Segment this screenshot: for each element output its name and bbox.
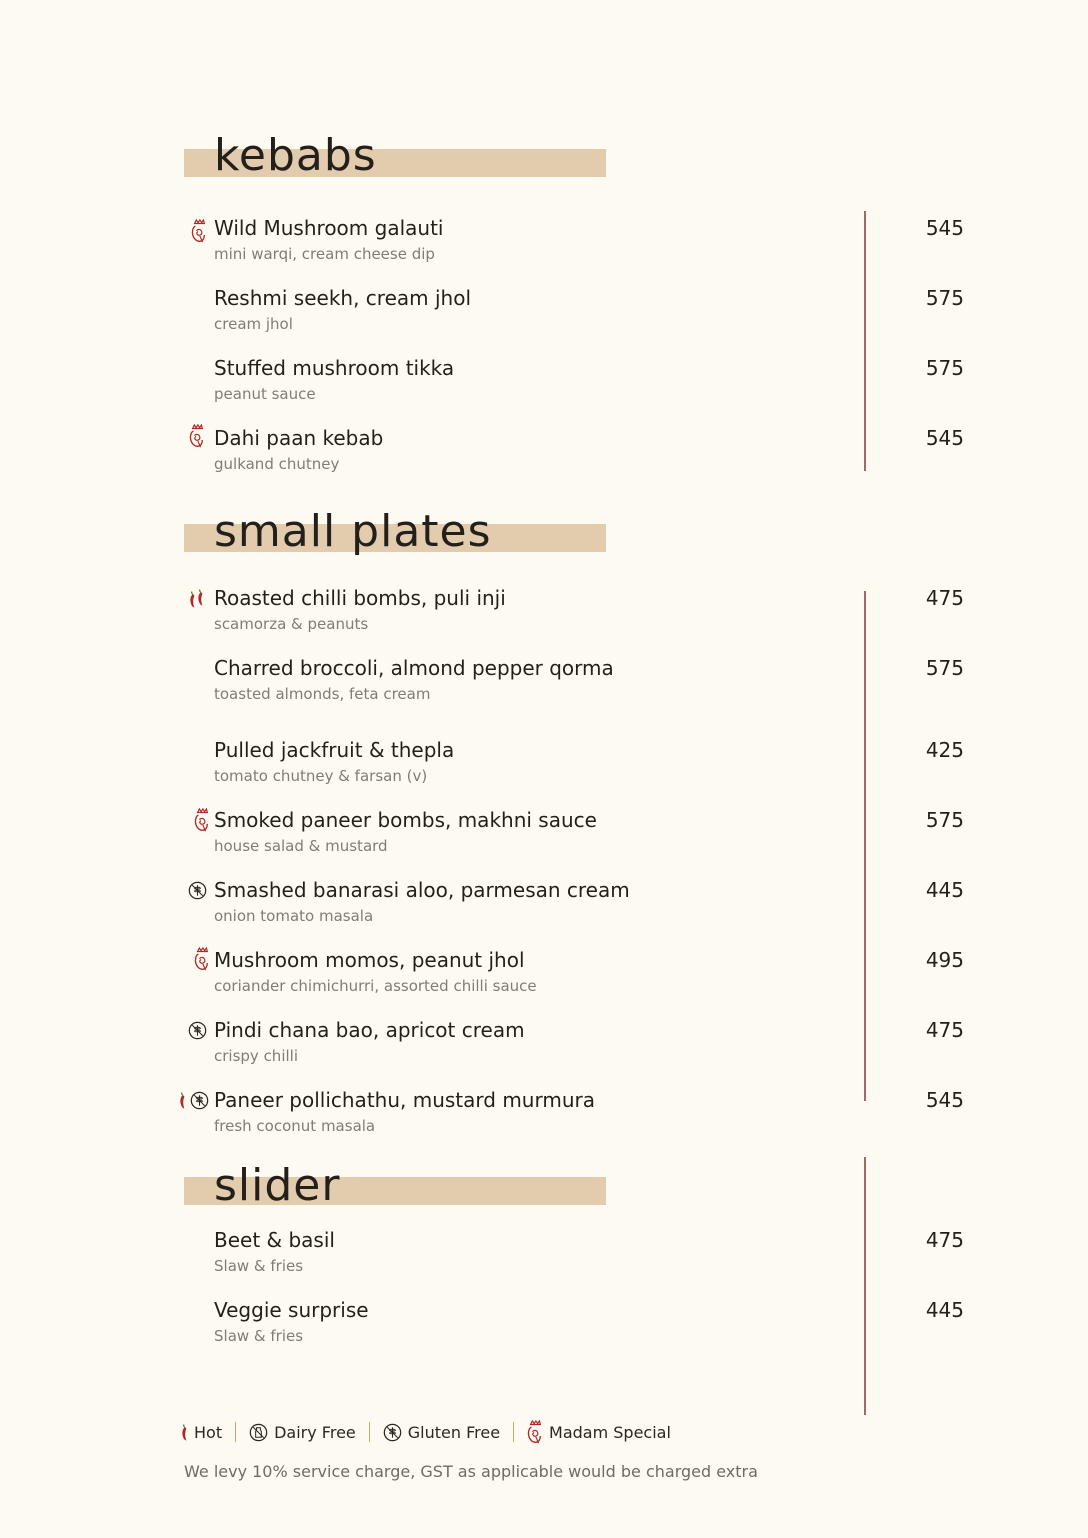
legend-separator xyxy=(369,1422,370,1442)
menu-item xyxy=(214,586,974,642)
item-price: 475 xyxy=(925,1018,964,1042)
item-desc: gulkand chutney xyxy=(214,455,340,473)
menu-item xyxy=(214,286,974,342)
legend-label: Dairy Free xyxy=(274,1422,356,1442)
item-desc: fresh coconut masala xyxy=(214,1117,376,1135)
madam-special-icon xyxy=(194,947,210,972)
item-name: Dahi paan kebab xyxy=(214,426,384,450)
legend-item-hot xyxy=(180,1423,222,1442)
item-desc: toasted almonds, feta cream xyxy=(214,685,431,703)
menu-item xyxy=(214,1228,974,1284)
item-name: Pindi chana bao, apricot cream xyxy=(214,1018,525,1042)
legend-separator xyxy=(513,1422,514,1442)
section-title-kebabs: kebabs xyxy=(214,130,377,181)
menu-item xyxy=(214,738,974,794)
item-price: 475 xyxy=(925,586,964,610)
item-price: 495 xyxy=(925,948,964,972)
item-name: Roasted chilli bombs, puli inji xyxy=(214,586,506,610)
menu-item xyxy=(214,356,974,412)
item-price: 475 xyxy=(925,1228,964,1252)
item-price: 445 xyxy=(925,878,964,902)
item-price: 575 xyxy=(925,286,964,310)
divider-slider xyxy=(864,1157,866,1415)
legend-label: Madam Special xyxy=(549,1422,671,1442)
item-name: Pulled jackfruit & thepla xyxy=(214,738,455,762)
chilli-icon xyxy=(188,590,196,609)
item-price: 545 xyxy=(925,426,964,450)
item-price: 575 xyxy=(925,356,964,380)
menu-item xyxy=(214,426,974,482)
legend-item-gluten-free xyxy=(383,1423,500,1442)
menu-item xyxy=(214,878,974,934)
item-desc: crispy chilli xyxy=(214,1047,298,1065)
item-name: Wild Mushroom galauti xyxy=(214,216,444,240)
menu-item xyxy=(214,808,974,864)
item-desc: house salad & mustard xyxy=(214,837,388,855)
menu-item xyxy=(214,1298,974,1354)
gluten-free-icon xyxy=(383,1423,402,1442)
item-name: Smoked paneer bombs, makhni sauce xyxy=(214,808,597,832)
section-title-small-plates: small plates xyxy=(214,506,492,557)
chilli-icon xyxy=(178,1091,186,1110)
item-name: Mushroom momos, peanut jhol xyxy=(214,948,525,972)
madam-special-icon xyxy=(189,424,205,449)
legend-separator xyxy=(235,1422,236,1442)
item-name: Beet & basil xyxy=(214,1228,335,1252)
dairy-free-icon xyxy=(249,1423,268,1442)
item-price: 445 xyxy=(925,1298,964,1322)
item-desc: mini warqi, cream cheese dip xyxy=(214,245,435,263)
item-desc: tomato chutney & farsan (v) xyxy=(214,767,428,785)
gluten-free-icon xyxy=(188,1021,207,1040)
item-desc: cream jhol xyxy=(214,315,293,333)
legend-item-madam-special xyxy=(527,1420,671,1445)
gluten-free-icon xyxy=(190,1091,209,1110)
section-title-slider: slider xyxy=(214,1160,341,1211)
item-name: Reshmi seekh, cream jhol xyxy=(214,286,472,310)
item-desc: Slaw & fries xyxy=(214,1257,304,1275)
chilli-icon xyxy=(180,1423,188,1442)
item-desc: Slaw & fries xyxy=(214,1327,304,1345)
legend xyxy=(180,1418,671,1446)
madam-special-icon xyxy=(191,219,207,244)
menu-item xyxy=(214,1088,974,1144)
item-desc: scamorza & peanuts xyxy=(214,615,369,633)
item-name: Veggie surprise xyxy=(214,1298,369,1322)
menu-item xyxy=(214,948,974,1004)
service-charge-note: We levy 10% service charge, GST as applicable would be charged extra xyxy=(184,1462,758,1481)
menu-item xyxy=(214,656,974,712)
item-name: Smashed banarasi aloo, parmesan cream xyxy=(214,878,630,902)
item-name: Paneer pollichathu, mustard murmura xyxy=(214,1088,595,1112)
item-name: Stuffed mushroom tikka xyxy=(214,356,455,380)
item-price: 575 xyxy=(925,808,964,832)
legend-label: Gluten Free xyxy=(407,1422,501,1442)
item-price: 425 xyxy=(925,738,964,762)
madam-special-icon xyxy=(194,808,210,833)
legend-item-dairy-free xyxy=(249,1423,356,1442)
chilli-icon xyxy=(196,588,204,607)
item-price: 545 xyxy=(925,216,964,240)
item-desc: peanut sauce xyxy=(214,385,316,403)
legend-label: Hot xyxy=(194,1422,223,1442)
item-price: 545 xyxy=(925,1088,964,1112)
item-desc: onion tomato masala xyxy=(214,907,374,925)
menu-item xyxy=(214,216,974,272)
madam-special-icon xyxy=(527,1420,543,1445)
gluten-free-icon xyxy=(188,881,207,900)
item-name: Charred broccoli, almond pepper qorma xyxy=(214,656,614,680)
item-desc: coriander chimichurri, assorted chilli sauce xyxy=(214,977,537,995)
item-price: 575 xyxy=(925,656,964,680)
menu-item xyxy=(214,1018,974,1074)
